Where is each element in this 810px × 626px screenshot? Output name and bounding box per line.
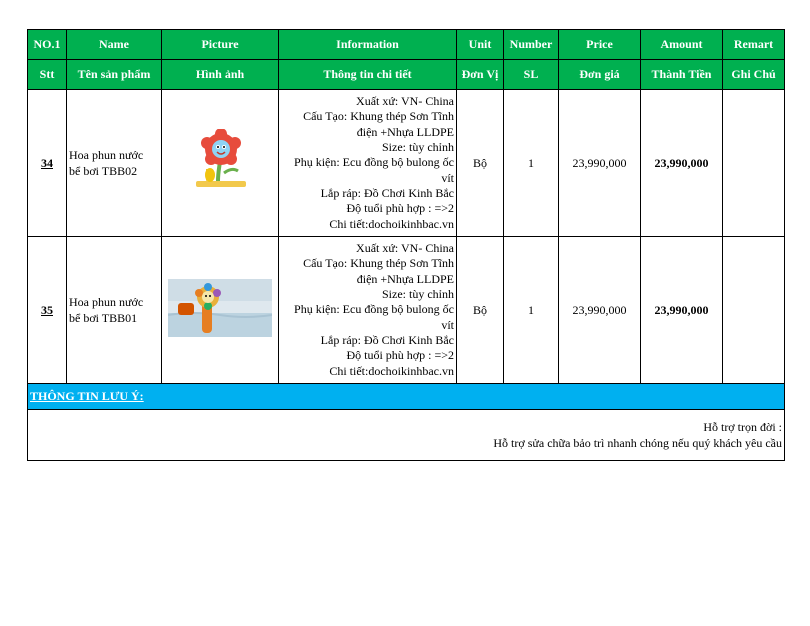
note-title[interactable]: THÔNG TIN LƯU Ý:	[28, 384, 785, 410]
info-line: Xuất xứ: VN- China	[356, 241, 454, 256]
header-thanh-tien: Thành Tiền	[641, 60, 723, 90]
info-line: Cấu Tạo: Khung thép Sơn Tĩnh	[303, 109, 454, 124]
header-price: Price	[559, 30, 641, 60]
header-row-vietnamese	[28, 60, 785, 90]
support-row	[28, 410, 785, 461]
price-cell: 23,990,000	[559, 237, 641, 384]
info-line: Size: tùy chỉnh	[382, 140, 454, 155]
product-name-line: bể bơi TBB02	[69, 164, 138, 178]
flower-fountain-pool-image	[168, 279, 272, 337]
qty-cell: 1	[504, 237, 559, 384]
remark-cell	[723, 90, 785, 237]
header-no: NO.1	[28, 30, 67, 60]
product-name	[67, 90, 162, 237]
info-line: Độ tuổi phù hợp : =>2	[346, 201, 454, 216]
info-line: vít	[441, 170, 454, 185]
header-stt: Stt	[28, 60, 67, 90]
info-line: Phụ kiện: Ecu đồng bộ bulong ốc	[294, 155, 454, 170]
info-line: Xuất xứ: VN- China	[356, 94, 454, 109]
support-line: Hỗ trợ sửa chữa bảo trì nhanh chóng nếu quý khách yêu cầu	[493, 436, 782, 450]
header-ten-san-pham: Tên sản phẩm	[67, 60, 162, 90]
info-line: Cấu Tạo: Khung thép Sơn Tĩnh	[303, 256, 454, 271]
info-line: Size: tùy chỉnh	[382, 287, 454, 302]
header-number: Number	[504, 30, 559, 60]
info-line: điện +Nhựa LLDPE	[356, 271, 454, 286]
note-row	[28, 384, 785, 410]
row-stt[interactable]: 35	[28, 237, 67, 384]
info-line: Lắp ráp: Đồ Chơi Kinh Bắc	[320, 185, 454, 200]
amount-cell: 23,990,000	[641, 90, 723, 237]
product-name-line: Hoa phun nước	[69, 295, 144, 309]
info-line: Chi tiết:dochoikinhbac.vn	[329, 363, 454, 378]
unit-cell: Bộ	[457, 237, 504, 384]
qty-cell: 1	[504, 90, 559, 237]
support-text	[28, 410, 785, 461]
row-stt[interactable]: 34	[28, 90, 67, 237]
product-name-line: bể bơi TBB01	[69, 311, 138, 325]
header-sl: SL	[504, 60, 559, 90]
header-hinh-anh: Hình ảnh	[162, 60, 279, 90]
product-picture-cell	[162, 90, 279, 237]
support-line: Hỗ trợ trọn đời :	[703, 420, 782, 434]
table-row	[28, 90, 785, 237]
header-row-english	[28, 30, 785, 60]
header-information: Information	[279, 30, 457, 60]
info-line: Chi tiết:dochoikinhbac.vn	[329, 216, 454, 231]
header-don-gia: Đơn giá	[559, 60, 641, 90]
product-name-line: Hoa phun nước	[69, 148, 144, 162]
header-remark: Remart	[723, 30, 785, 60]
product-info	[279, 90, 457, 237]
info-line: điện +Nhựa LLDPE	[356, 124, 454, 139]
header-picture: Picture	[162, 30, 279, 60]
table-row	[28, 237, 785, 384]
price-cell: 23,990,000	[559, 90, 641, 237]
info-line: Độ tuổi phù hợp : =>2	[346, 348, 454, 363]
product-info	[279, 237, 457, 384]
info-line: Phụ kiện: Ecu đồng bộ bulong ốc	[294, 302, 454, 317]
product-quote-table	[27, 29, 785, 461]
amount-cell: 23,990,000	[641, 237, 723, 384]
flower-fountain-image	[180, 129, 260, 193]
unit-cell: Bộ	[457, 90, 504, 237]
header-ghi-chu: Ghi Chú	[723, 60, 785, 90]
header-unit: Unit	[457, 30, 504, 60]
remark-cell	[723, 237, 785, 384]
header-thong-tin: Thông tin chi tiết	[279, 60, 457, 90]
info-line: Lắp ráp: Đồ Chơi Kinh Bắc	[320, 332, 454, 347]
header-amount: Amount	[641, 30, 723, 60]
header-name: Name	[67, 30, 162, 60]
header-don-vi: Đơn Vị	[457, 60, 504, 90]
product-name	[67, 237, 162, 384]
product-picture-cell	[162, 237, 279, 384]
info-line: vít	[441, 317, 454, 332]
